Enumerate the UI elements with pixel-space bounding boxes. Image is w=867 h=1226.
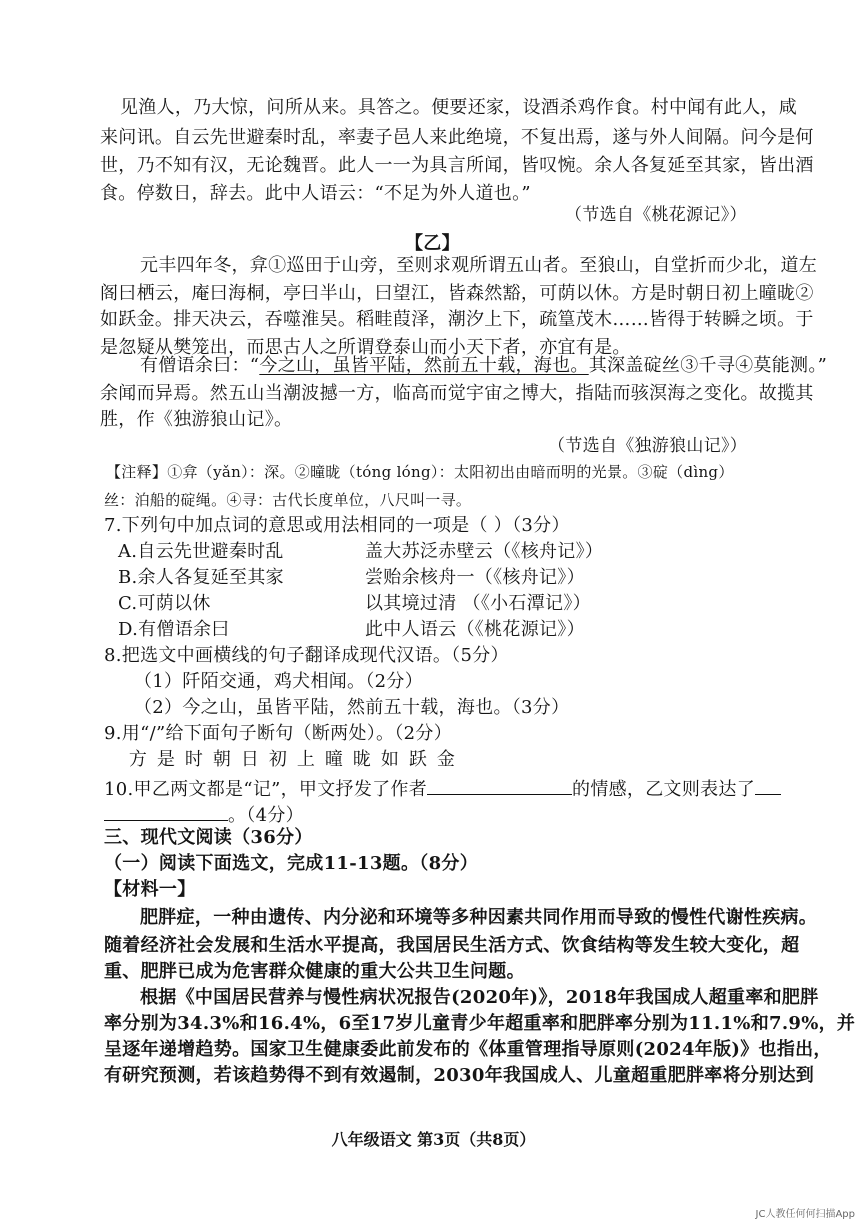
- q9-char: 上: [296, 749, 316, 770]
- material-1-heading: 【材料一】: [104, 879, 196, 900]
- q9-char: 时: [184, 749, 204, 770]
- q8-sentence-2: （2）今之山，虽皆平陆，然前五十载，海也。（3分）: [134, 697, 570, 718]
- q9-char: 金: [436, 749, 456, 770]
- q7-option-a-left: A.自云先世避秦时乱: [118, 541, 284, 562]
- yi-p1-line-3: 如跃金。排天决云，吞噬淮吴。稻畦葭泽，潮汐上下，疏篁茂木……皆得于转瞬之顷。于: [100, 309, 814, 330]
- jia-line-1: 见渔人，乃大惊，问所从来。具答之。便要还家，设酒杀鸡作食。村中闻有此人，咸: [120, 97, 798, 118]
- notes-line-1: 【注释】①弇（yǎn）：深。②曈昽（tóng lóng）：太阳初出由暗而明的光景。③碇（dìng）: [106, 463, 734, 481]
- section3-subheading: （一）阅读下面选文，完成11-13题。（8分）: [104, 853, 478, 874]
- q9-char: 初: [268, 749, 288, 770]
- yi-heading: 【乙】: [405, 233, 460, 254]
- jia-source: （节选自《桃花源记》）: [565, 205, 747, 225]
- q7-option-c-left: C.可荫以休: [118, 593, 211, 614]
- yi-p2-line-3: 胜，作《独游狼山记》。: [100, 409, 293, 430]
- q7-stem: 7.下列句中加点词的意思或用法相同的一项是（ ）（3分）: [104, 515, 570, 536]
- jia-line-4: 食。停数日，辞去。此中人语云：“不足为外人道也。”: [100, 183, 531, 204]
- yi-p1-line-1: 元丰四年冬，弇①巡田于山旁，至则求观所谓五山者。至狼山，自堂折而少北，道左: [140, 255, 818, 276]
- watermark: JC人教任何何扫描App: [755, 1209, 855, 1220]
- yi-p2-line-1: [140, 354, 827, 378]
- q8-stem: 8.把选文中画横线的句子翻译成现代汉语。（5分）: [104, 645, 509, 666]
- q7-option-d-left: D.有僧语余曰: [118, 619, 230, 640]
- yi-p1-line-4: 是忽疑从樊笼出，而思古人之所谓登泰山而小天下者，亦宜有是。: [100, 337, 631, 358]
- q10-line-1: [104, 776, 781, 802]
- q10-part-2: 的情感，乙文则表达了: [572, 779, 756, 800]
- q10-part-1: 10.甲乙两文都是“记”，甲文抒发了作者: [104, 779, 428, 800]
- q9-char: 如: [380, 749, 400, 770]
- yi-p2-line-2: 余闻而异焉。然五山当潮波撼一方，临高而觉宇宙之博大，指陆而骇溟海之变化。故揽其: [100, 383, 814, 404]
- page-footer: 八年级语文 第3页（共8页）: [331, 1130, 536, 1149]
- material-1-p1-line-1: 肥胖症，一种由遗传、内分泌和环境等多种因素共同作用而导致的慢性代谢性疾病。: [140, 907, 818, 928]
- material-1-p1-line-2: 随着经济社会发展和生活水平提高，我国居民生活方式、饮食结构等发生较大变化，超: [104, 935, 800, 956]
- q7-option-a-right: 盖大苏泛赤壁云（《核舟记》）: [365, 541, 604, 562]
- q7-option-b-left: B.余人各复延至其家: [118, 567, 284, 588]
- q7-option-d-right: 此中人语云（《桃花源记》）: [365, 619, 585, 640]
- yi-p2-post: 其深盖碇丝③千寻④莫能测。”: [588, 355, 828, 376]
- notes-line-2: 丝：泊船的碇绳。④寻：古代长度单位，八尺叫一寻。: [104, 491, 472, 509]
- q10-answer-blank-1[interactable]: [427, 776, 572, 795]
- yi-p2-underlined-sentence: 今之山，虽皆平陆，然前五十载，海也。: [259, 355, 589, 376]
- q7-option-b-right: 尝贻余核舟一（《核舟记》）: [365, 567, 585, 588]
- material-1-p1-line-3: 重、肥胖已成为危害群众健康的重大公共卫生问题。: [104, 961, 525, 982]
- q9-char: 是: [156, 749, 176, 770]
- jia-line-3: 世，乃不知有汉，无论魏晋。此人一一为具言所闻，皆叹惋。余人各复延至其家，皆出酒: [100, 155, 814, 176]
- q9-sentence: [124, 748, 460, 772]
- yi-p2-pre: 有僧语余曰：“: [140, 355, 260, 376]
- q9-stem: 9.用“/”给下面句子断句（断两处）。（2分）: [104, 723, 452, 744]
- q10-answer-blank-2[interactable]: [104, 802, 228, 821]
- q9-char: 日: [240, 749, 260, 770]
- q9-char: 跃: [408, 749, 428, 770]
- q9-char: 昽: [352, 749, 372, 770]
- q9-char: 方: [128, 749, 148, 770]
- q9-char: 曈: [324, 749, 344, 770]
- jia-line-2: 来问讯。自云先世避秦时乱，率妻子邑人来此绝境，不复出焉，遂与外人间隔。问今是何: [100, 127, 814, 148]
- q10-line-2: [104, 802, 304, 828]
- q9-char: 朝: [212, 749, 232, 770]
- q10-answer-blank-2-start[interactable]: [755, 776, 781, 795]
- yi-p1-line-2: 阁曰栖云，庵曰海桐，亭曰半山，曰望江，皆森然豁，可荫以休。方是时朝日初上曈昽②: [100, 283, 814, 304]
- yi-source: （节选自《独游狼山记》）: [548, 436, 748, 456]
- material-1-p2-line-4: 有研究预测，若该趋势得不到有效遏制，2030年我国成人、儿童超重肥胖率将分别达到: [104, 1065, 815, 1086]
- q7-option-c-right: 以其境过清 （《小石潭记》）: [365, 593, 591, 614]
- section3-heading: 三、现代文阅读（36分）: [104, 827, 313, 848]
- q8-sentence-1: （1）阡陌交通，鸡犬相闻。（2分）: [134, 671, 424, 692]
- q10-part-3: 。（4分）: [228, 805, 304, 826]
- material-1-p2-line-3: 呈逐年递增趋势。国家卫生健康委此前发布的《体重管理指导原则(2024年版)》也指出，: [104, 1039, 832, 1060]
- material-1-p2-line-2: 率分别为34.3%和16.4%，6至17岁儿童青少年超重率和肥胖率分别为11.1%和7.9%，并: [104, 1013, 856, 1034]
- material-1-p2-line-1: 根据《中国居民营养与慢性病状况报告(2020年)》，2018年我国成人超重率和肥胖: [140, 987, 819, 1008]
